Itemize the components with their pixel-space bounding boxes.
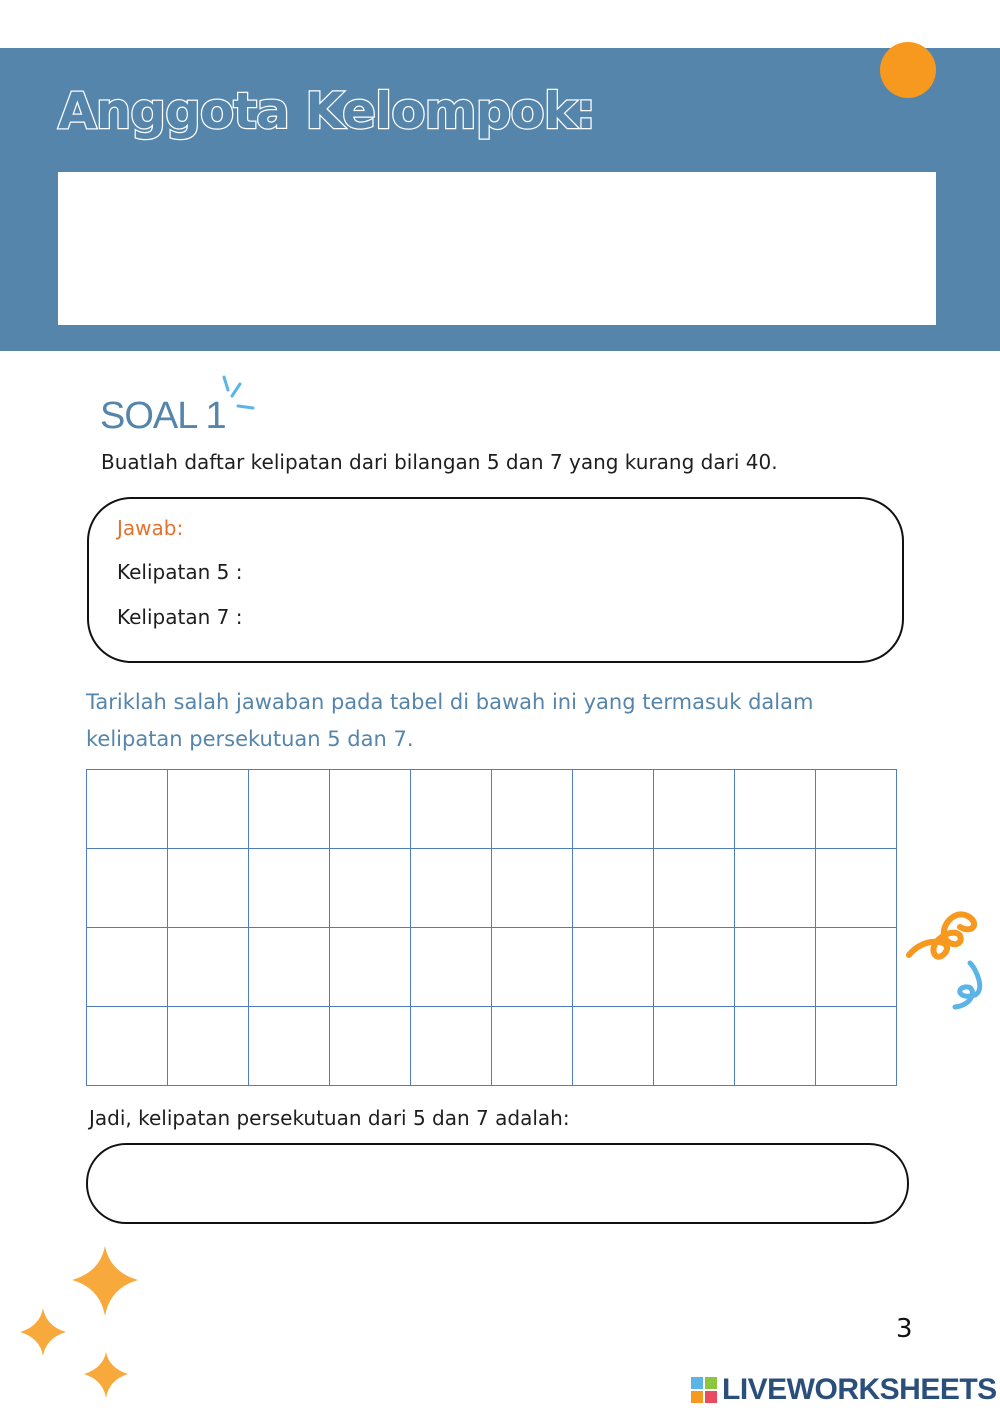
answer-label: Jawab: — [117, 516, 184, 540]
grid-cell[interactable] — [330, 928, 411, 1007]
grid-cell[interactable] — [249, 1007, 330, 1086]
grid-cell[interactable] — [87, 1007, 168, 1086]
grid-cell[interactable] — [249, 770, 330, 849]
brand-name: LIVEWORKSHEETS — [722, 1373, 997, 1406]
grid-cell[interactable] — [573, 1007, 654, 1086]
grid-cell[interactable] — [492, 770, 573, 849]
instruction-line-2: kelipatan persekutuan 5 dan 7. — [86, 727, 414, 751]
grid-cell[interactable] — [87, 849, 168, 928]
multiples-of-5-label: Kelipatan 5 : — [117, 560, 243, 584]
orange-swirl-icon — [905, 895, 985, 1015]
conclusion-answer-box[interactable] — [86, 1143, 909, 1224]
grid-cell[interactable] — [654, 928, 735, 1007]
drag-instruction — [86, 684, 916, 758]
grid-cell[interactable] — [249, 928, 330, 1007]
grid-cell[interactable] — [249, 849, 330, 928]
grid-cell[interactable] — [492, 1007, 573, 1086]
grid-cell[interactable] — [654, 1007, 735, 1086]
grid-cell[interactable] — [735, 928, 816, 1007]
orange-dot-decoration — [880, 42, 936, 98]
instruction-line-1: Tariklah salah jawaban pada tabel di bawah ini yang termasuk dalam — [86, 690, 814, 714]
grid-cell[interactable] — [168, 928, 249, 1007]
group-members-input-box[interactable] — [58, 172, 936, 325]
group-members-title: Anggota Kelompok: — [58, 82, 596, 140]
grid-cell[interactable] — [735, 1007, 816, 1086]
grid-cell[interactable] — [168, 849, 249, 928]
grid-cell[interactable] — [735, 770, 816, 849]
grid-cell[interactable] — [573, 849, 654, 928]
grid-cell[interactable] — [168, 1007, 249, 1086]
grid-cell[interactable] — [654, 849, 735, 928]
grid-cell[interactable] — [492, 849, 573, 928]
grid-row — [87, 849, 897, 928]
question-title: SOAL 1 — [100, 395, 226, 437]
grid-cell[interactable] — [816, 928, 897, 1007]
grid-row — [87, 1007, 897, 1086]
grid-cell[interactable] — [816, 849, 897, 928]
sparkle-lines-icon — [218, 372, 258, 418]
conclusion-prompt: Jadi, kelipatan persekutuan dari 5 dan 7 adalah: — [89, 1106, 570, 1130]
grid-row — [87, 770, 897, 849]
question-prompt: Buatlah daftar kelipatan dari bilangan 5 dan 7 yang kurang dari 40. — [101, 450, 778, 474]
grid-cell[interactable] — [573, 928, 654, 1007]
liveworksheets-mark-icon — [690, 1376, 718, 1404]
grid-cell[interactable] — [87, 770, 168, 849]
grid-cell[interactable] — [411, 928, 492, 1007]
grid-cell[interactable] — [330, 849, 411, 928]
grid-row — [87, 928, 897, 1007]
grid-cell[interactable] — [411, 770, 492, 849]
liveworksheets-logo — [690, 1374, 997, 1406]
star-sparkles-icon — [18, 1244, 148, 1404]
grid-cell[interactable] — [735, 849, 816, 928]
grid-cell[interactable] — [411, 849, 492, 928]
grid-cell[interactable] — [330, 770, 411, 849]
grid-cell[interactable] — [87, 928, 168, 1007]
multiples-of-7-label: Kelipatan 7 : — [117, 605, 243, 629]
answer-grid — [86, 769, 897, 1086]
grid-cell[interactable] — [330, 1007, 411, 1086]
grid-cell[interactable] — [654, 770, 735, 849]
grid-cell[interactable] — [816, 1007, 897, 1086]
grid-cell[interactable] — [411, 1007, 492, 1086]
grid-cell[interactable] — [816, 770, 897, 849]
grid-cell[interactable] — [168, 770, 249, 849]
grid-cell[interactable] — [492, 928, 573, 1007]
grid-cell[interactable] — [573, 770, 654, 849]
page-number: 3 — [896, 1314, 913, 1344]
